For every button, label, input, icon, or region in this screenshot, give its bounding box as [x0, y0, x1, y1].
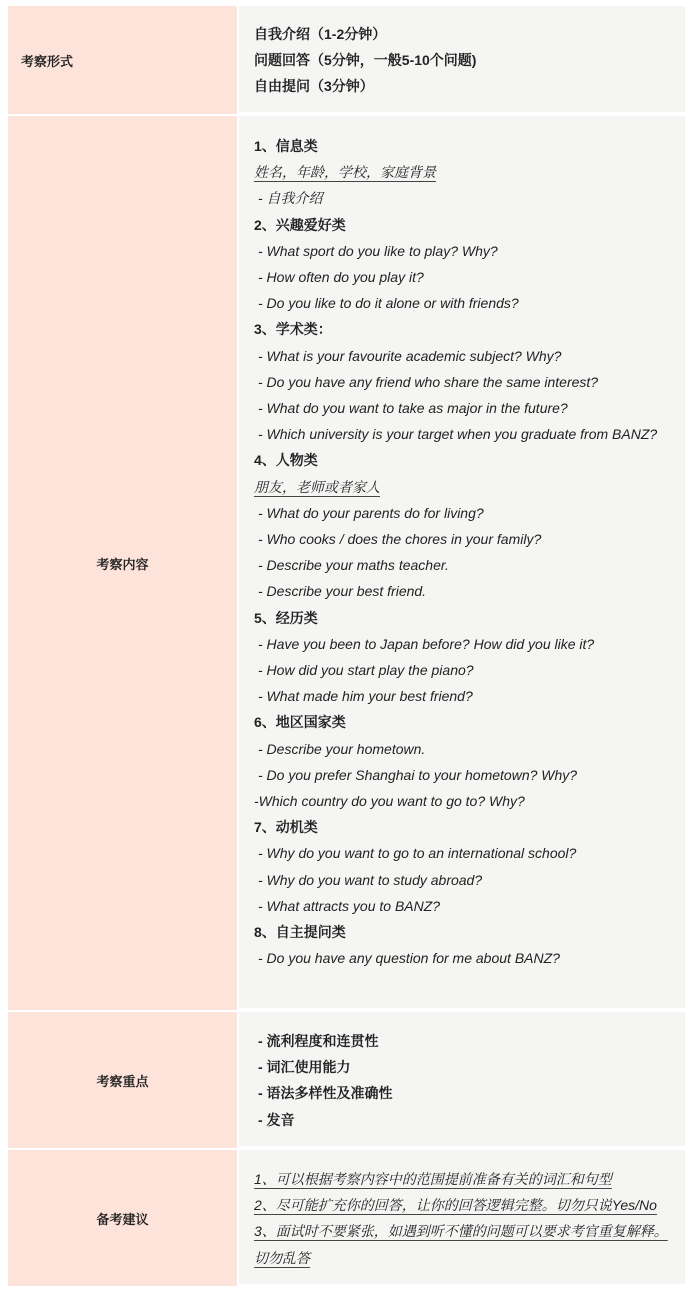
advice-item: 2、尽可能扩充你的回答，让你的回答逻辑完整。切勿只说Yes/No: [254, 1197, 657, 1214]
format-label: 考察形式: [21, 53, 74, 69]
section-title: 3、学术类：: [254, 321, 332, 338]
row-label-format: [8, 6, 237, 116]
advice-item: 3、面试时不要紧张，如遇到听不懂的问题可以要求考官重复解释。切勿乱答: [254, 1223, 668, 1266]
focus-item: - 流利程度和连贯性: [258, 1033, 379, 1049]
question-item: - Why do you want to go to an international school?: [258, 845, 577, 862]
focus-item: - 发音: [258, 1111, 295, 1128]
question-item: - Which university is your target when you graduate from BANZ?: [258, 426, 658, 443]
info-table: [8, 6, 685, 1288]
section-title: 5、经历类: [254, 609, 318, 626]
section-subtitle: 朋友，老师或者家人: [254, 478, 380, 495]
section-title: 1、信息类: [254, 138, 318, 154]
question-item: - What made him your best friend?: [258, 688, 473, 705]
content-label: 考察内容: [96, 556, 149, 572]
question-item: - Have you been to Japan before? How did you like it?: [258, 635, 595, 652]
row-label-advice: [8, 1150, 237, 1288]
question-item: - What do you want to take as major in the future?: [258, 400, 568, 417]
row-content-content: [237, 116, 685, 1010]
focus-item: - 语法多样性及准确性: [258, 1085, 393, 1102]
section-title: 2、兴趣爱好类: [254, 216, 346, 233]
question-item: - How did you start play the piano?: [258, 662, 474, 679]
row-content-focus: [237, 1012, 685, 1148]
row-content-advice: [237, 1150, 685, 1286]
question-item: - 自我介绍: [258, 190, 323, 207]
question-item: - Describe your maths teacher.: [258, 557, 449, 574]
format-item: 问题回答（5分钟，一般5-10个问题): [254, 52, 477, 69]
question-item: - Describe your hometown.: [258, 740, 426, 757]
row-content-format: [237, 6, 685, 114]
format-item: 自由提问（3分钟）: [254, 78, 374, 95]
advice-label: 备考建议: [96, 1211, 149, 1227]
focus-label: 考察重点: [96, 1073, 149, 1089]
advice-item: 1、可以根据考察内容中的范围提前准备有关的词汇和句型: [254, 1171, 612, 1187]
question-item: - Do you prefer Shanghai to your hometown? Why?: [258, 766, 578, 783]
focus-item: - 词汇使用能力: [258, 1059, 351, 1076]
section-title: 6、地区国家类: [254, 714, 346, 731]
question-item: - How often do you play it?: [258, 269, 424, 286]
row-label-focus: [8, 1012, 237, 1150]
row-label-content: [8, 116, 237, 1012]
question-item: - Describe your best friend.: [258, 583, 427, 600]
section-title: 7、动机类: [254, 819, 318, 836]
question-item: - What sport do you like to play? Why?: [258, 242, 498, 259]
question-item: - Who cooks / does the chores in your family?: [258, 531, 542, 548]
question-item: - Do you have any friend who share the same interest?: [258, 373, 599, 390]
question-item: - Do you have any question for me about BANZ?: [258, 950, 560, 967]
question-item: - What do your parents do for living?: [258, 504, 484, 521]
question-item: - Do you like to do it alone or with friends?: [258, 295, 519, 312]
question-item: - What is your favourite academic subject? Why?: [258, 347, 562, 364]
question-item: - What attracts you to BANZ?: [258, 897, 441, 914]
format-item: 自我介绍（1-2分钟）: [254, 26, 387, 42]
question-item: - Why do you want to study abroad?: [258, 871, 483, 888]
question-item: -Which country do you want to go to? Why?: [254, 793, 525, 810]
section-title: 4、人物类: [254, 452, 318, 469]
section-subtitle: 姓名，年龄，学校，家庭背景: [254, 164, 436, 181]
section-title: 8、自主提问类: [254, 924, 346, 941]
